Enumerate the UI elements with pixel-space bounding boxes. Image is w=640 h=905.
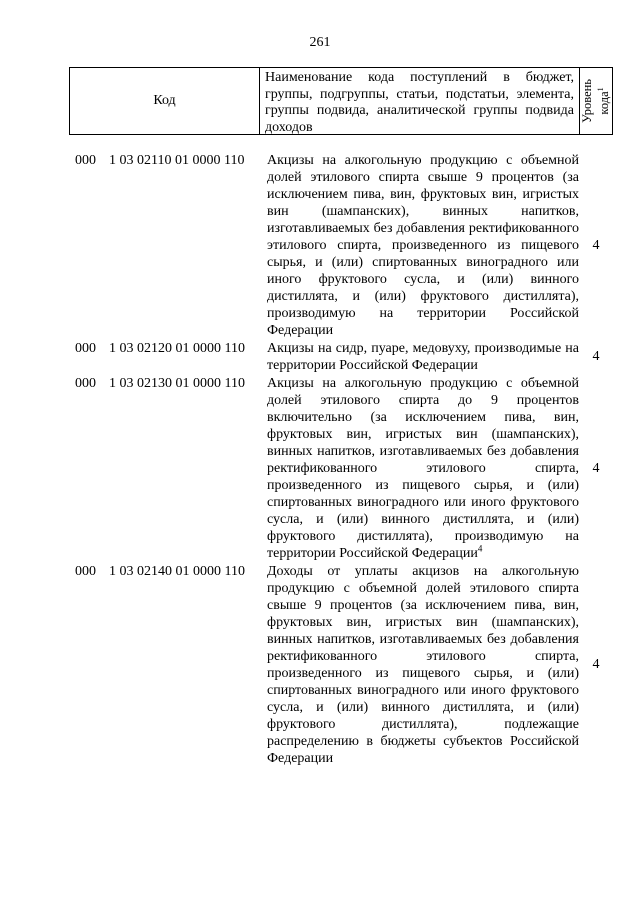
row-code: 1 03 02130 01 0000 110 bbox=[109, 376, 245, 391]
table-row bbox=[75, 340, 613, 374]
row-code: 1 03 02140 01 0000 110 bbox=[109, 564, 245, 579]
row-level: 4 bbox=[592, 349, 600, 364]
row-name bbox=[267, 563, 579, 767]
page-number: 261 bbox=[309, 35, 331, 50]
row-name bbox=[267, 340, 579, 374]
header-level-line2: кода bbox=[597, 91, 612, 115]
row-footnote: 4 bbox=[477, 543, 483, 554]
row-name bbox=[267, 375, 579, 562]
table-body bbox=[75, 152, 613, 767]
row-level: 4 bbox=[592, 237, 600, 253]
row-level: 4 bbox=[592, 460, 600, 476]
table-row bbox=[75, 375, 613, 562]
header-name: Наименование кода поступлений в бюджет, группы, подгруппы, статьи, подстатьи, элемента, группы подвида, аналитической группы подвида доходов bbox=[260, 68, 580, 134]
row-name bbox=[267, 152, 579, 339]
row-code: 1 03 02110 01 0000 110 bbox=[109, 153, 245, 168]
header-level bbox=[580, 68, 612, 134]
row-name-text: Акцизы на сидр, пуаре, медовуху, производимые на территории Российской Федерации bbox=[267, 341, 579, 373]
row-code: 1 03 02120 01 0000 110 bbox=[109, 341, 245, 356]
row-admin: 000 bbox=[75, 376, 96, 391]
header-code: Код bbox=[70, 68, 260, 134]
row-admin: 000 bbox=[75, 341, 96, 356]
row-name-text: Акцизы на алкогольную продукцию с объемной долей этилового спирта до 9 процентов включительно (за исключением пива, вин, фруктовых вин, игристых вин (шампанских), винных напитков, изготавливаемых без добавления ректификованного этилового спирта, произведенного из пищевого сырья, и (или) спиртованных виноградного или иного фруктового сусла, и (или) винного дистиллята, и (или) фруктового дистиллята), производимую на территории Российской Федерации bbox=[267, 376, 579, 561]
row-name-text: Доходы от уплаты акцизов на алкогольную продукцию с объемной долей этилового спирта свыше 9 процентов (за исключением пива, вин, фруктовых вин, игристых вин (шампанских), винных напитков, изготавливаемых без добавления ректификованного этилового спирта, произведенного из пищевого сырья, и (или) спиртованных виноградного или иного фруктового сусла, и (или) винного дистиллята, и (или) фруктового дистиллята), подлежащие распределению в бюджеты субъектов Российской Федерации bbox=[267, 564, 579, 766]
row-admin: 000 bbox=[75, 564, 96, 579]
header-level-text bbox=[581, 79, 611, 123]
row-name-text: Акцизы на алкогольную продукцию с объемной долей этилового спирта свыше 9 процентов (за исключением пива, вин, фруктовых вин, игристых вин (шампанских), винных напитков, изготавливаемых без добавления ректификованного этилового спирта, произведенного из пищевого сырья, и (или) спиртованных виноградного или иного фруктового сусла, и (или) винного дистиллята, и (или) фруктового дистиллята), производимую на территории Российской Федерации bbox=[267, 153, 579, 338]
row-admin: 000 bbox=[75, 153, 96, 168]
table-header bbox=[69, 67, 613, 135]
header-level-line1: Уровень bbox=[579, 78, 594, 124]
table-row bbox=[75, 563, 613, 767]
table-row bbox=[75, 152, 613, 339]
header-level-footnote: 1 bbox=[595, 87, 605, 92]
row-level: 4 bbox=[592, 657, 600, 672]
